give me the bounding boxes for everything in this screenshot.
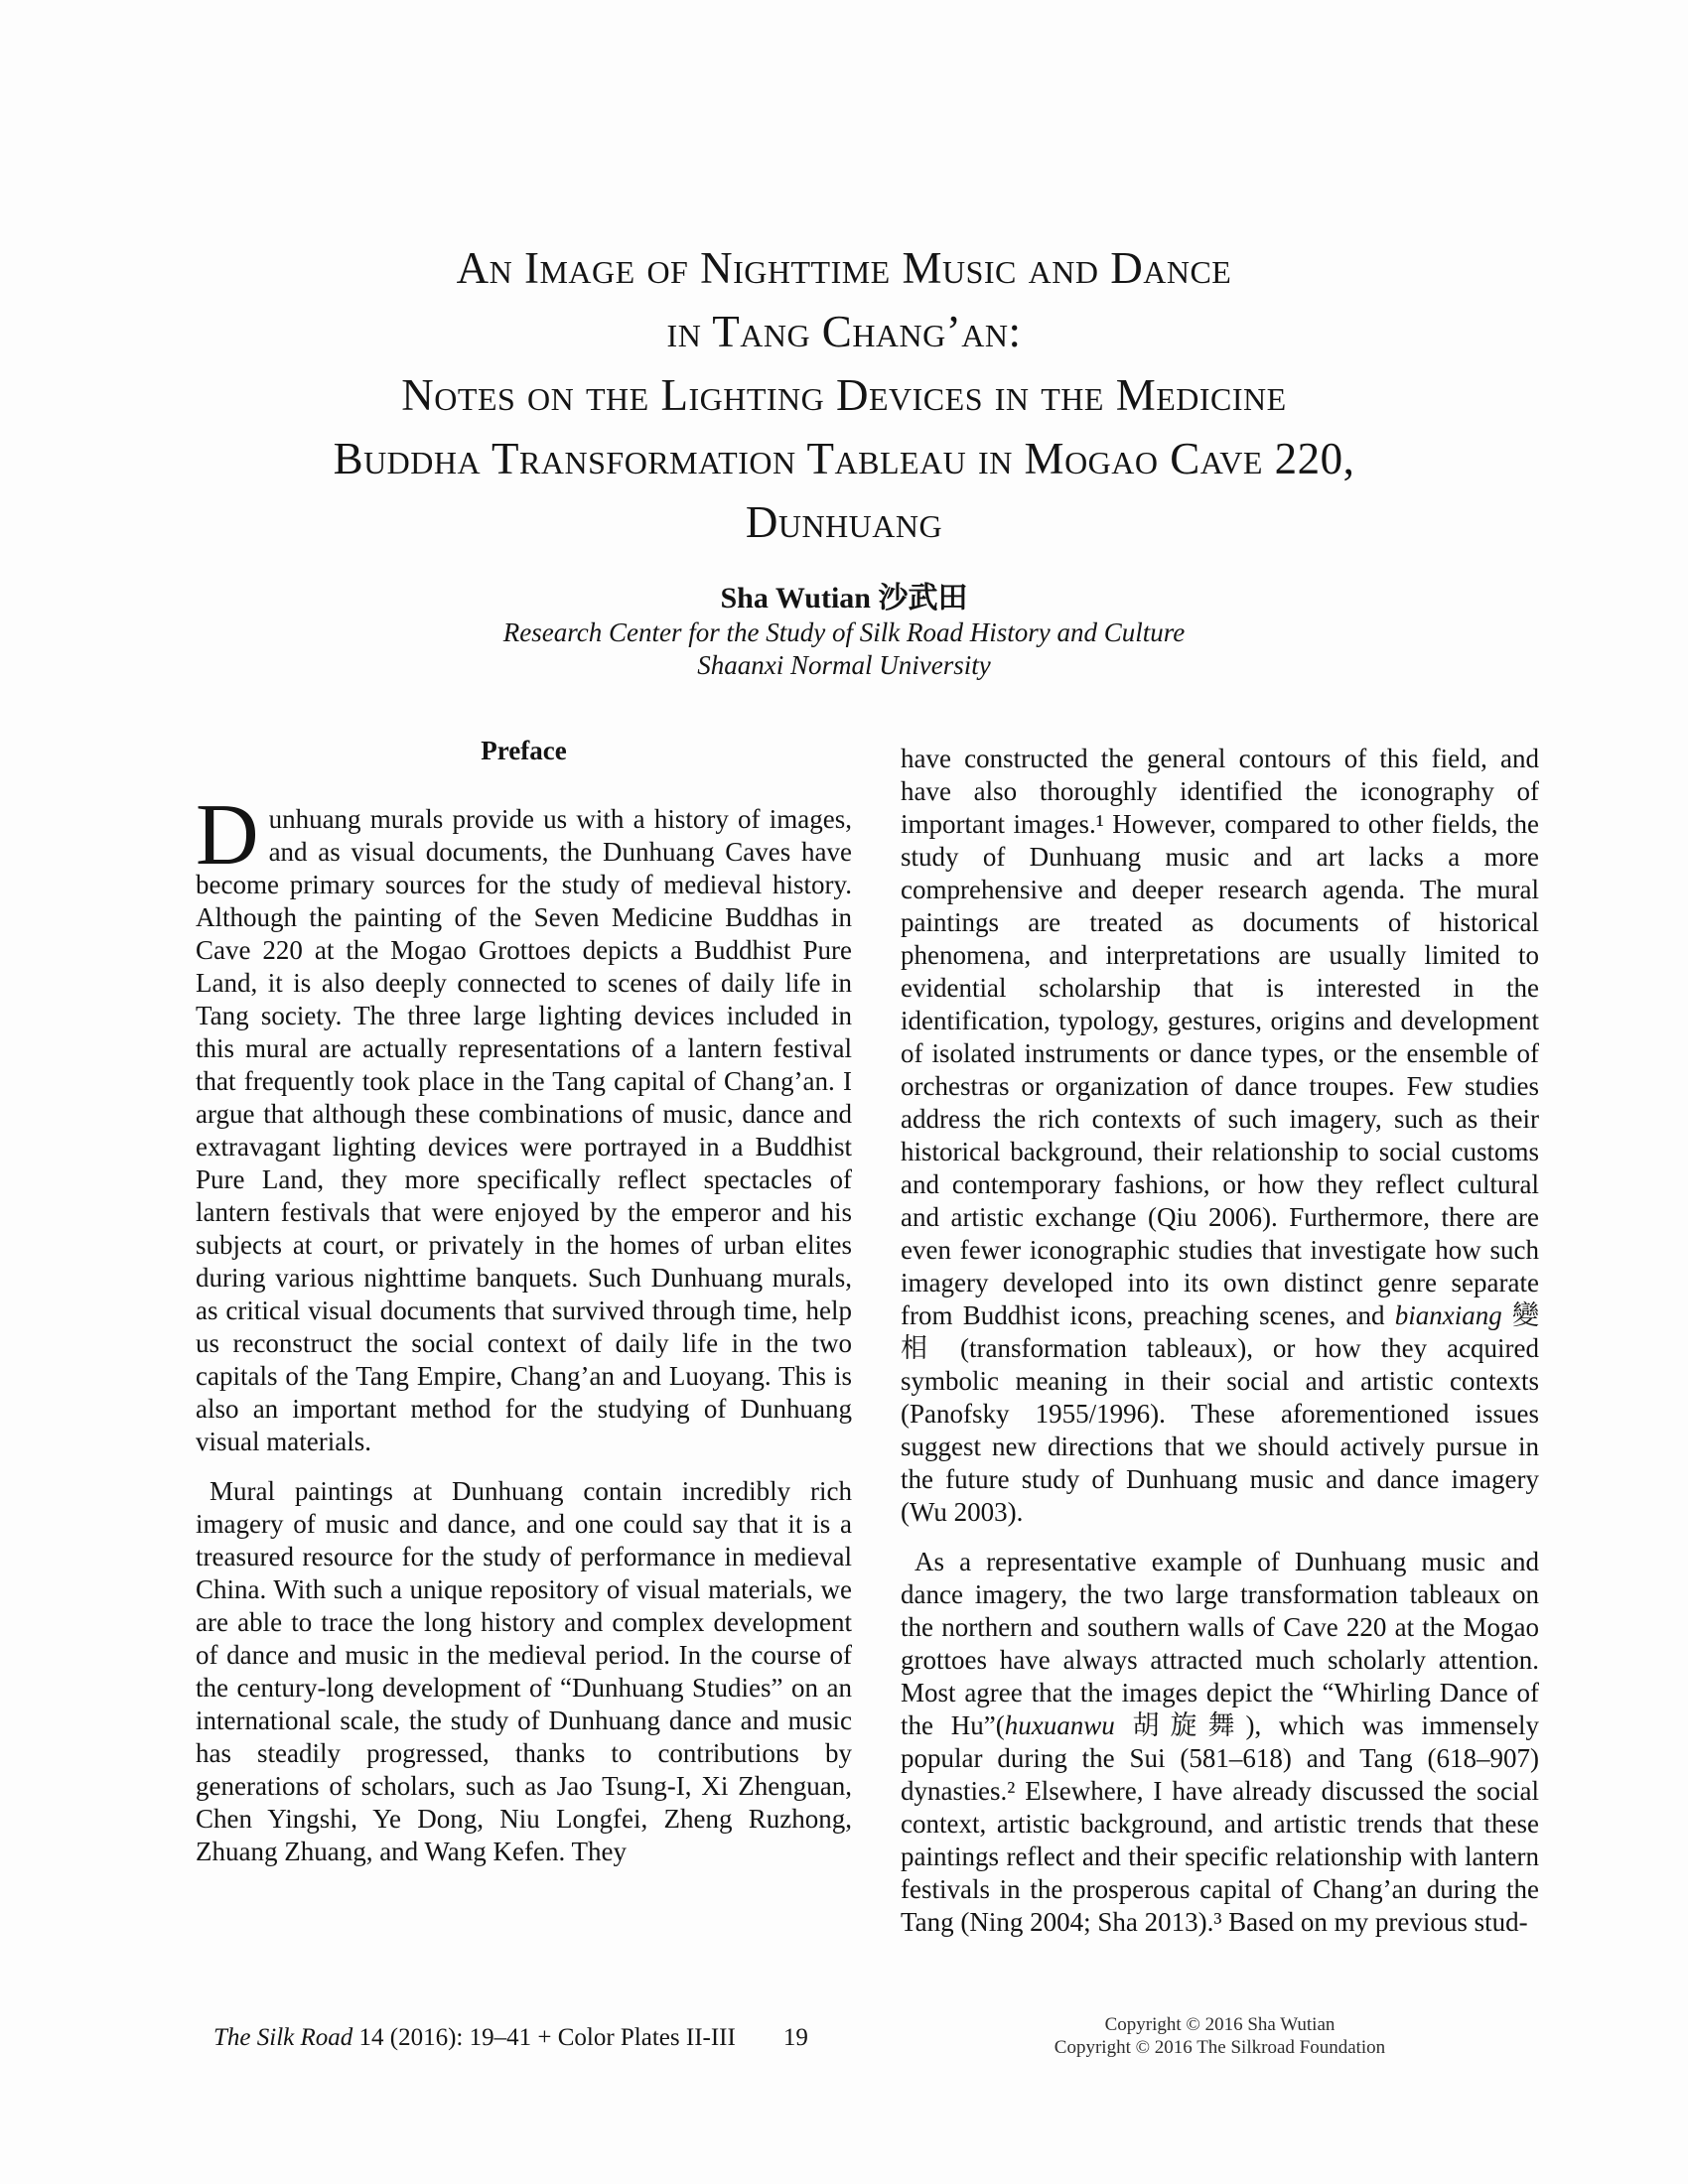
paragraph-preface-1 (196, 787, 852, 1458)
preface-heading: Preface (481, 736, 567, 765)
article-title-line-1: An Image of Nighttime Music and Dance (456, 243, 1232, 293)
paragraph-preface-4: As a representative example of Dunhuang music and dance imagery, the two large transformation tableaux on the northern and southern walls of Cave 220 at the Mogao grottoes have always attracted much scholarly attention. Most agree that the images depict the “Whirling Dance of the Hu”(huxuanwu 胡旋舞), which was immensely popular during the Sui (581–618) and Tang (618–907) dynasties.² Elsewhere, I have already discussed the social context, artistic background, and artistic trends that these paintings reflect and their specific relationship with lantern festivals in the prosperous capital of Chang’an during the Tang (Ning 2004; Sha 2013).³ Based on my previous stud- (901, 1547, 1539, 1937)
drop-cap: D (196, 787, 259, 884)
left-column (196, 735, 852, 1868)
article-title-line-3: Notes on the Lighting Devices in the Medicine (401, 370, 1287, 420)
journal-citation-rest: 14 (2016): 19–41 + Color Plates II-III (352, 2024, 736, 2051)
copyright-block (901, 2013, 1539, 2059)
article-title-line-2: in Tang Chang’an: (666, 307, 1022, 356)
paragraph-preface-1-text: unhuang murals provide us with a history of images, and as visual documents, the Dunhuang Caves have become primary sources for the study of medieval history. Although the painting of the Seven Medicine Buddhas in Cave 220 at the Mogao Grottoes depicts a Buddhist Pure Land, it is also deeply connected to scenes of daily life in Tang society. The three large lighting devices included in this mural are actually representations of a lantern festival that frequently took place in the Tang capital of Chang’an. I argue that although these combinations of music, dance and extravagant lighting devices were portrayed in a Buddhist Pure Land, they more specifically reflect spectacles of lantern festivals that were enjoyed by the emperor and his subjects at court, or privately in the homes of urban elites during various nighttime banquets. Such Dunhuang murals, as critical visual documents that survived through time, help us reconstruct the social context of daily life in the two capitals of the Tang Empire, Chang’an and Luoyang. This is also an important method for the studying of Dunhuang visual materials. (196, 804, 852, 1456)
copyright-line-2: Copyright © 2016 The Silkroad Foundation (1054, 2037, 1386, 2058)
article-header (0, 236, 1688, 682)
copyright-line-1: Copyright © 2016 Sha Wutian (1104, 2014, 1336, 2035)
paragraph-preface-3: have constructed the general contours of this field, and have also thoroughly identified the iconography of important images.¹ However, compared to other fields, the study of Dunhuang music and art lacks a more comprehensive and deeper research agenda. The mural paintings are treated as documents of historical phenomena, and interpretations are usually limited to evidential scholarship that is interested in the identification, typology, gestures, origins and development of isolated instruments or dance types, or the ensemble of orchestras or organization of dance troupes. Few studies address the rich contexts of such imagery, such as their historical background, their relationship to social customs and contemporary fashions, or how they reflect cultural and artistic exchange (Qiu 2006). Furthermore, there are even fewer iconographic studies that investigate how such imagery developed into its own distinct genre separate from Buddhist icons, preaching scenes, and bianxiang 變相 (transformation tableaux), or how they acquired symbolic meaning in their social and artistic contexts (Panofsky 1955/1996). These aforementioned issues suggest new directions that we should actively pursue in the future study of Dunhuang music and dance imagery (Wu 2003). (901, 744, 1540, 1527)
paragraph-preface-2: Mural paintings at Dunhuang contain incredibly rich imagery of music and dance, and one could say that it is a treasured resource for the study of performance in medieval China. With such a unique repository of visual materials, we are able to trace the long history and complex development of dance and music in the medieval period. In the course of the century-long development of “Dunhuang Studies” on an international scale, the study of Dunhuang dance and music has steadily progressed, thanks to contributions by generations of scholars, such as Jao Tsung-I, Xi Zhenguan, Chen Yingshi, Ye Dong, Niu Longfei, Zheng Ruzhong, Zhuang Zhuang, and Wang Kefen. They (196, 1476, 852, 1866)
affiliation-line-2: Shaanxi Normal University (697, 650, 991, 680)
journal-name: The Silk Road (213, 2024, 353, 2051)
affiliation-line-1: Research Center for the Study of Silk Road History and Culture (502, 617, 1186, 647)
article-title-line-5: Dunhuang (745, 497, 943, 547)
journal-citation (213, 2023, 808, 2053)
right-column (901, 743, 1539, 1939)
page-number: 19 (782, 2024, 808, 2051)
author-name: Sha Wutian 沙武田 (720, 582, 968, 614)
article-title-line-4: Buddha Transformation Tableau in Mogao Cave 220, (333, 434, 1355, 483)
